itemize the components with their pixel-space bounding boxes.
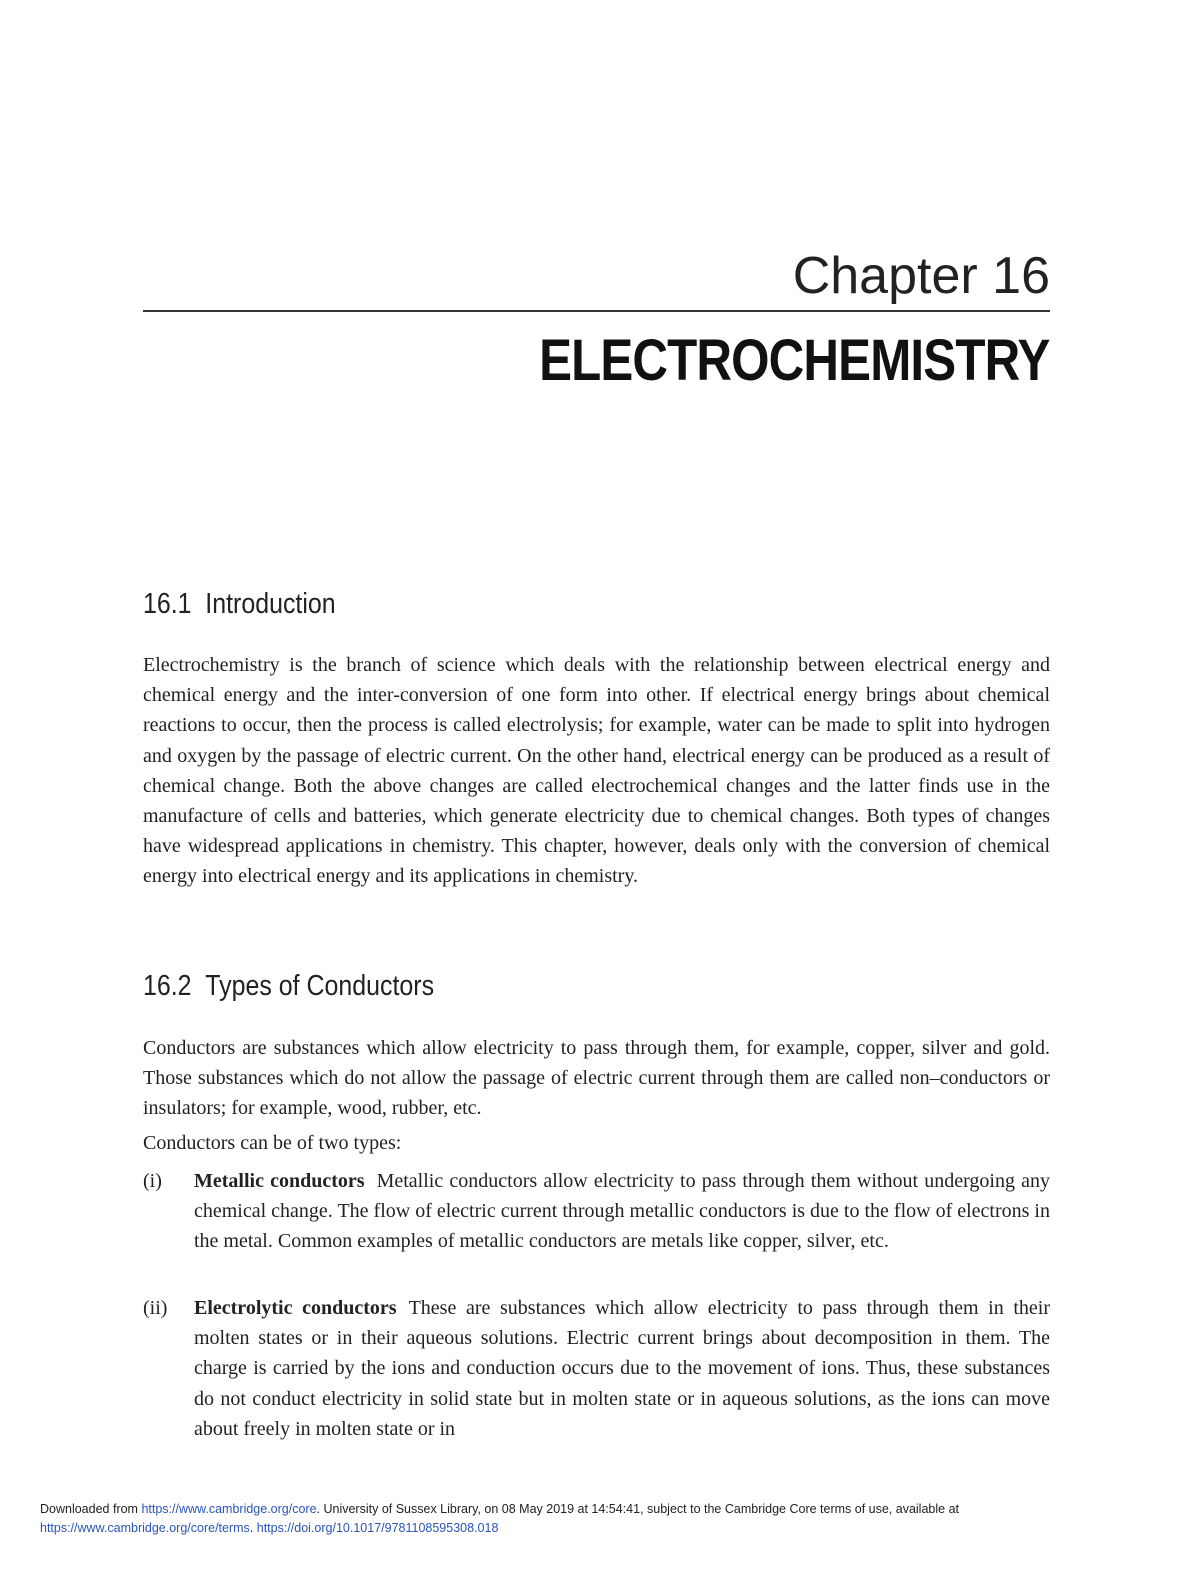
chapter-label: Chapter 16 [792, 247, 1050, 305]
list-marker: (i) [143, 1170, 162, 1192]
list-item-body [194, 1166, 1050, 1257]
footer-link-terms[interactable]: https://www.cambridge.org/core/terms [40, 1521, 250, 1535]
footer-prefix: Downloaded from [40, 1502, 142, 1516]
conductors-paragraph: Conductors are substances which allow electricity to pass through them, for example, copper, silver and gold. Those substances which do not allow the passage of electric current through them are called non–conductors or insulators; for example, wood, rubber, etc. [143, 1037, 1050, 1120]
footer-link-doi[interactable]: https://doi.org/10.1017/9781108595308.018 [256, 1521, 499, 1535]
chapter-title: ELECTROCHEMISTRY [539, 328, 1050, 393]
section-number: 16.2 [143, 970, 192, 1002]
section-title: Introduction [205, 588, 336, 620]
footer-separator: . [249, 1521, 257, 1535]
introduction-paragraph: Electrochemistry is the branch of science which deals with the relationship between electrical energy and chemical energy and the inter-conversion of one form into other. If electrical energy brings about chemical reactions to occur, then the process is called electrolysis; for example, water can be made to split into hydrogen and oxygen by the passage of electric current. On the other hand, electrical energy can be produced as a result of chemical change. Both the above changes are called electrochemical changes and the latter finds use in the manufacture of cells and batteries, which generate electricity due to chemical changes. Both types of changes have widespread applications in chemistry. This chapter, however, deals only with the conversion of chemical energy into electrical energy and its applications in chemistry. [143, 654, 1050, 888]
footer-middle: . University of Sussex Library, on 08 May 2019 at 14:54:41, subject to the Cambridge Core terms of use, available at [316, 1502, 959, 1516]
list-marker: (ii) [143, 1297, 168, 1319]
list-item-text: Metallic conductors allow electricity to pass through them without undergoing any chemical change. The flow of electric current through metallic conductors is due to the flow of electrons in the metal. Common examples of metallic conductors are metals like copper, silver, etc. [194, 1170, 1050, 1253]
conductors-intro: Conductors can be of two types: [143, 1132, 402, 1154]
list-item-term: Electrolytic conductors [194, 1297, 397, 1319]
section-heading-introduction [143, 590, 336, 619]
list-item-text: These are substances which allow electricity to pass through them in their molten states or in their aqueous solutions. Electric current brings about decomposition in them. The charge is carried by the ions and conduction occurs due to the movement of ions. Thus, these substances do not conduct electricity in solid state but in molten state or in aqueous solutions, as the ions can move about freely in molten state or in [194, 1297, 1050, 1440]
chapter-rule [143, 310, 1050, 312]
list-item-electrolytic-conductors [143, 1293, 1050, 1444]
list-item-term: Metallic conductors [194, 1170, 365, 1192]
footer-link-core[interactable]: https://www.cambridge.org/core [141, 1502, 317, 1516]
list-item-body [194, 1293, 1050, 1444]
section-heading-types-of-conductors [143, 972, 434, 1001]
section-title: Types of Conductors [205, 970, 435, 1002]
download-footer [40, 1500, 1160, 1538]
section-number: 16.1 [143, 588, 192, 620]
list-item-metallic-conductors [143, 1166, 1050, 1257]
